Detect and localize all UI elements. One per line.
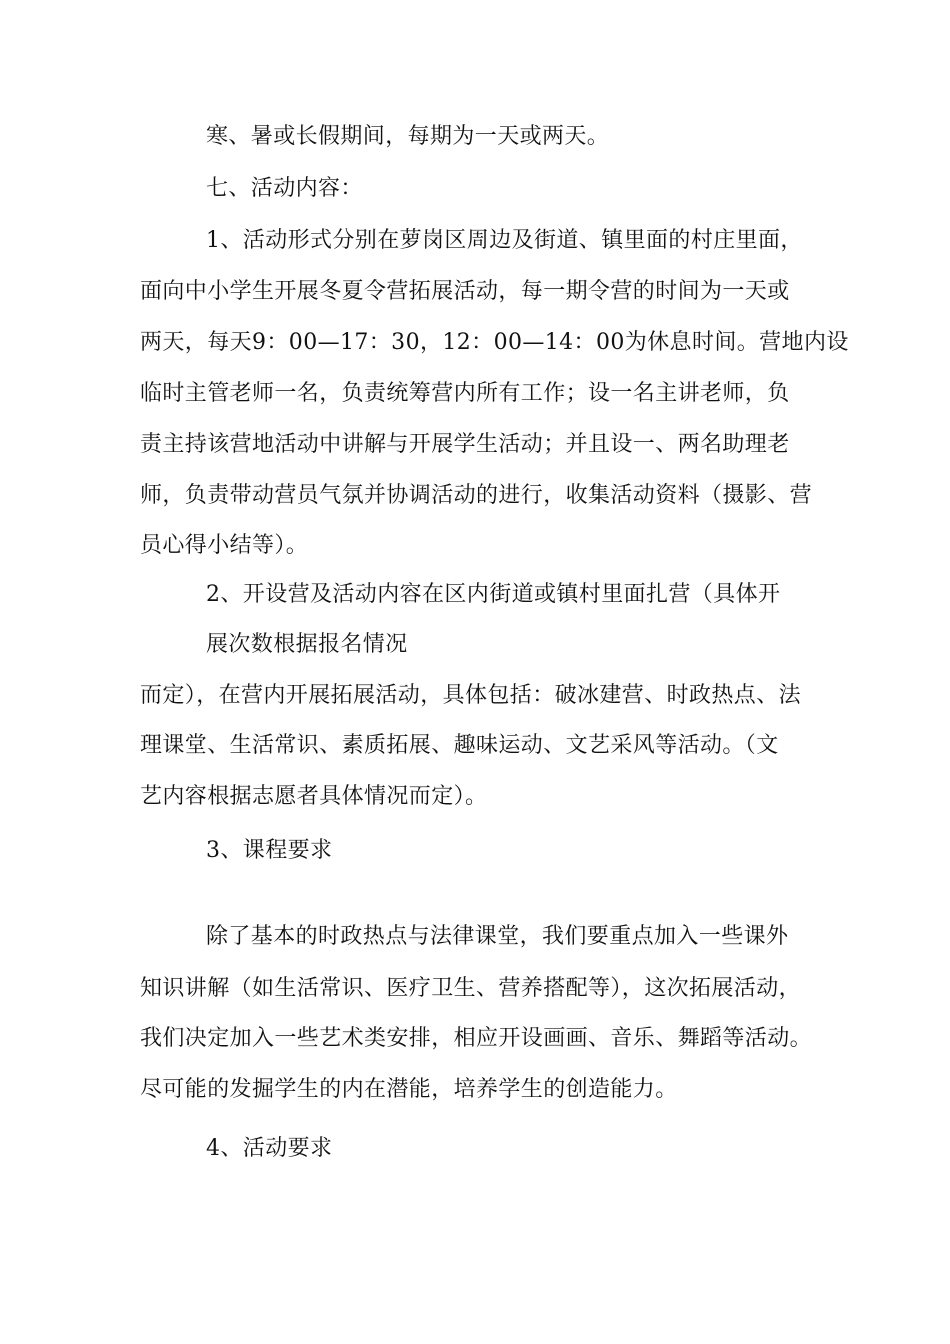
paragraph-line: 责主持该营地活动中讲解与开展学生活动；并且设一、两名助理老 bbox=[140, 432, 790, 457]
paragraph-line: 艺内容根据志愿者具体情况而定）。 bbox=[140, 784, 488, 809]
paragraph-line: 1、活动形式分别在萝岗区周边及街道、镇里面的村庄里面， bbox=[206, 228, 803, 253]
paragraph-line: 知识讲解（如生活常识、医疗卫生、营养搭配等），这次拓展活动， bbox=[140, 976, 802, 1001]
paragraph-line: 除了基本的时政热点与法律课堂，我们要重点加入一些课外 bbox=[206, 924, 789, 949]
paragraph-line: 寒、暑或长假期间，每期为一天或两天。 bbox=[206, 124, 610, 149]
paragraph-line: 尽可能的发掘学生的内在潜能，培养学生的创造能力。 bbox=[140, 1077, 678, 1102]
paragraph-line: 我们决定加入一些艺术类安排，相应开设画画、音乐、舞蹈等活动。 bbox=[140, 1026, 813, 1051]
paragraph-line: 临时主管老师一名，负责统筹营内所有工作；设一名主讲老师，负 bbox=[140, 381, 790, 406]
paragraph-line: 而定），在营内开展拓展活动，具体包括：破冰建营、时政热点、法 bbox=[140, 683, 802, 708]
paragraph-line: 两天，每天9：00—17：30，12：00—14：00为休息时间。营地内设 bbox=[140, 330, 849, 355]
paragraph-line: 2、开设营及活动内容在区内街道或镇村里面扎营（具体开 bbox=[206, 582, 781, 607]
paragraph-line: 面向中小学生开展冬夏令营拓展活动，每一期令营的时间为一天或 bbox=[140, 279, 790, 304]
subsection-heading: 3、课程要求 bbox=[206, 838, 333, 863]
paragraph-line: 理课堂、生活常识、素质拓展、趣味运动、文艺采风等活动。（文 bbox=[140, 733, 779, 758]
paragraph-line: 员心得小结等）。 bbox=[140, 533, 309, 558]
paragraph-line: 师，负责带动营员气氛并协调活动的进行，收集活动资料（摄影、营 bbox=[140, 483, 813, 508]
section-heading: 七、活动内容： bbox=[206, 176, 363, 201]
subsection-heading: 4、活动要求 bbox=[206, 1136, 333, 1161]
paragraph-line: 展次数根据报名情况 bbox=[206, 632, 408, 657]
